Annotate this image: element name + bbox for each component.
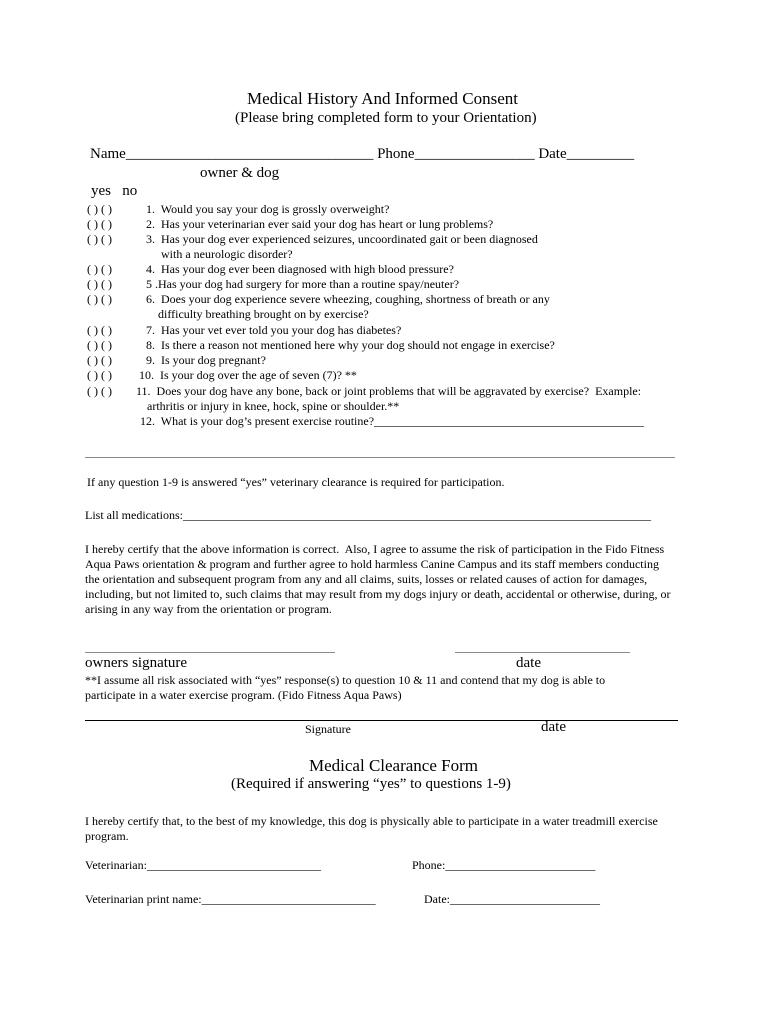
question-7: 7. Has your vet ever told you your dog has diabetes? — [146, 323, 402, 337]
checkbox-pair[interactable]: ( ) ( ) — [87, 353, 112, 367]
checkbox-pair[interactable]: ( ) ( ) — [87, 323, 112, 337]
name-phone-date-line[interactable]: Name_________________________________ Phone________________ Date_________ — [90, 146, 635, 162]
assume-risk-line: **I assume all risk associated with “yes” response(s) to question 10 & 11 and contend that my dog is able to — [85, 673, 606, 687]
checkbox-pair[interactable]: ( ) ( ) — [87, 368, 112, 382]
question-12[interactable]: 12. What is your dog’s present exercise routine?_____________________________________________ — [140, 414, 645, 428]
date-label: date — [516, 655, 541, 671]
question-11-cont: arthritis or injury in knee, hock, spine or shoulder.** — [147, 399, 400, 413]
question-5: 5 .Has your dog had surgery for more than a routine spay/neuter? — [146, 277, 460, 291]
question-1: 1. Would you say your dog is grossly overweight? — [146, 202, 390, 216]
certify-line: Aqua Paws orientation & program and further agree to hold harmless Canine Campus and its staff members conducting — [85, 557, 659, 571]
medications-field[interactable]: List all medications:______________________________________________________________________________ — [85, 508, 651, 522]
question-10: 10. Is your dog over the age of seven (7)? ** — [139, 368, 357, 382]
owner-date-line[interactable] — [455, 652, 630, 653]
clearance-subtitle: (Required if answering “yes” to questions 1-9) — [231, 776, 511, 792]
date-label: date — [541, 719, 566, 735]
vet-phone-field[interactable]: Phone:_________________________ — [412, 858, 596, 872]
vet-date-field[interactable]: Date:_________________________ — [424, 892, 600, 906]
checkbox-pair[interactable]: ( ) ( ) — [87, 202, 112, 216]
signature-line[interactable] — [85, 720, 678, 721]
checkbox-pair[interactable]: ( ) ( ) — [87, 384, 112, 398]
question-4: 4. Has your dog ever been diagnosed with high blood pressure? — [146, 262, 454, 276]
checkbox-pair[interactable]: ( ) ( ) — [87, 232, 112, 246]
checkbox-pair[interactable]: ( ) ( ) — [87, 292, 112, 306]
clearance-title: Medical Clearance Form — [309, 756, 478, 775]
question-9: 9. Is your dog pregnant? — [146, 353, 266, 367]
clearance-text: I hereby certify that, to the best of my knowledge, this dog is physically able to participate in a water treadmill exercise — [85, 814, 658, 828]
certify-line: arising in any way from the orientation or program. — [85, 602, 332, 616]
question-3-cont: with a neurologic disorder? — [146, 247, 293, 261]
question-3: 3. Has your dog ever experienced seizures, uncoordinated gait or been diagnosed — [146, 232, 538, 246]
question-6-cont: difficulty breathing brought on by exercise? — [146, 307, 369, 321]
owner-dog-label: owner & dog — [200, 165, 280, 181]
question-6: 6. Does your dog experience severe wheezing, coughing, shortness of breath or any — [146, 292, 550, 306]
divider — [85, 457, 675, 458]
vet-print-name-field[interactable]: Veterinarian print name:_____________________________ — [85, 892, 376, 906]
veterinarian-field[interactable]: Veterinarian:_____________________________ — [85, 858, 321, 872]
clearance-text: program. — [85, 829, 129, 843]
page-title: Medical History And Informed Consent — [247, 89, 519, 108]
checkbox-pair[interactable]: ( ) ( ) — [87, 338, 112, 352]
certify-line: the orientation and subsequent program from any and all claims, suits, losses or related causes of action for damages, — [85, 572, 648, 586]
checkbox-pair[interactable]: ( ) ( ) — [87, 277, 112, 291]
clearance-note: If any question 1-9 is answered “yes” veterinary clearance is required for participation. — [87, 475, 505, 489]
certify-line: including, but not limited to, such claims that may result from my dogs injury or death, accidental or otherwise, during, or — [85, 587, 671, 601]
owner-signature-line[interactable] — [85, 652, 335, 653]
question-11: 11. Does your dog have any bone, back or joint problems that will be aggravated by exercise? Example: — [136, 384, 642, 398]
question-8: 8. Is there a reason not mentioned here why your dog should not engage in exercise? — [146, 338, 555, 352]
checkbox-pair[interactable]: ( ) ( ) — [87, 262, 112, 276]
checkbox-pair[interactable]: ( ) ( ) — [87, 217, 112, 231]
assume-risk-line: participate in a water exercise program. (Fido Fitness Aqua Paws) — [85, 688, 402, 702]
page-subtitle: (Please bring completed form to your Orientation) — [235, 110, 537, 126]
yes-no-header: yes no — [91, 183, 138, 199]
signature-label: Signature — [305, 722, 351, 736]
owners-signature-label: owners signature — [85, 655, 188, 671]
question-2: 2. Has your veterinarian ever said your dog has heart or lung problems? — [146, 217, 494, 231]
certify-line: I hereby certify that the above information is correct. Also, I agree to assume the risk of participation in the Fido Fitness — [85, 542, 665, 556]
